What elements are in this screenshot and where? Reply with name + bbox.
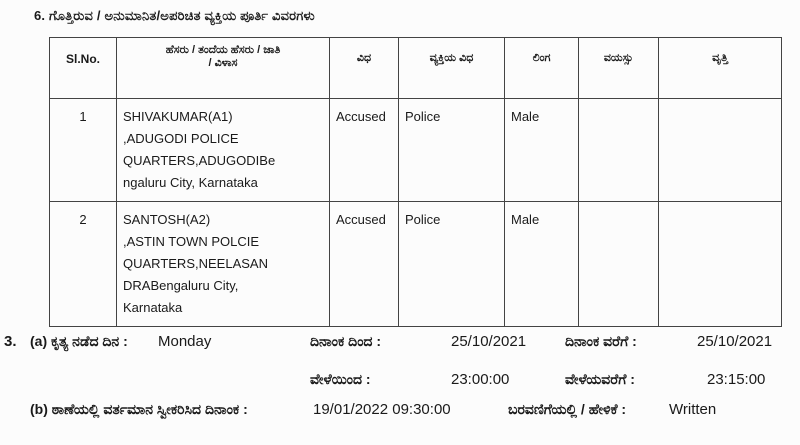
header-type: ವಿಧ [330, 38, 399, 99]
section-title: 6. ಗೊತ್ತಿರುವ / ಅನುಮಾನಿತ/ಅಪರಿಚಿತ ವ್ಯಕ್ತಿಯ ಪೂರ್ತಿ ವಿವರಗಳು [34, 8, 315, 23]
to-date-value: 25/10/2021 [697, 333, 773, 350]
received-date-value: 19/01/2022 09:30:00 [313, 401, 451, 418]
received-date-label: (b) ಠಾಣೆಯಲ್ಲಿ ವರ್ತಮಾನ ಸ್ವೀಕರಿಸಿದ ದಿನಾಂಕ : [30, 401, 248, 417]
cell-age [579, 99, 659, 202]
written-value: Written [669, 401, 717, 418]
from-time-label: ವೇಳೆಯಿಂದ : [310, 371, 371, 387]
occurrence-day-label: (a) ಕೃತ್ಯ ನಡೆದ ದಿನ : [30, 333, 128, 349]
from-date-label: ದಿನಾಂಕ ದಿಂದ : [310, 333, 382, 349]
to-time-value: 23:15:00 [707, 371, 766, 388]
from-date-value: 25/10/2021 [451, 333, 527, 350]
header-sex: ಲಿಂಗ [505, 38, 579, 99]
written-label: ಬರವಣಿಗೆಯಲ್ಲಿ / ಹೇಳಿಕೆ : [508, 401, 627, 417]
table-row [50, 99, 782, 202]
to-date-label: ದಿನಾಂಕ ವರೆಗೆ : [565, 333, 637, 349]
cell-name: SANTOSH(A2) ,ASTIN TOWN POLCIE QUARTERS,NEELASAN DRABengaluru City, Karnataka [117, 202, 330, 327]
header-name-line1: ಹೆಸರು / ತಂದೆಯ ಹೆಸರು / ಜಾತಿ [165, 44, 281, 56]
cell-sl: 2 [50, 202, 117, 327]
cell-sl: 1 [50, 99, 117, 202]
cell-person-type: Police [399, 202, 505, 327]
cell-name: SHIVAKUMAR(A1) ,ADUGODI POLICE QUARTERS,ADUGODIBe ngaluru City, Karnataka [117, 99, 330, 202]
cell-sex: Male [505, 99, 579, 202]
to-time-label: ವೇಳೆಯವರೆಗೆ : [565, 371, 635, 387]
cell-type: Accused [330, 99, 399, 202]
header-occupation: ವೃತ್ತಿ [659, 38, 782, 99]
header-sl-no: Sl.No. [50, 38, 117, 99]
section-number: 3. [4, 333, 17, 350]
persons-table [49, 37, 782, 327]
table-row [50, 202, 782, 327]
cell-occupation [659, 202, 782, 327]
header-age: ವಯಸ್ಸು [579, 38, 659, 99]
header-person-type: ವ್ಯಕ್ತಿಯ ವಿಧ [399, 38, 505, 99]
cell-sex: Male [505, 202, 579, 327]
cell-age [579, 202, 659, 327]
cell-person-type: Police [399, 99, 505, 202]
occurrence-day-value: Monday [158, 333, 212, 350]
header-name-line2: / ವಿಳಾಸ [208, 57, 238, 69]
header-name [117, 38, 330, 99]
cell-occupation [659, 99, 782, 202]
table-header-row [50, 38, 782, 99]
from-time-value: 23:00:00 [451, 371, 510, 388]
cell-type: Accused [330, 202, 399, 327]
